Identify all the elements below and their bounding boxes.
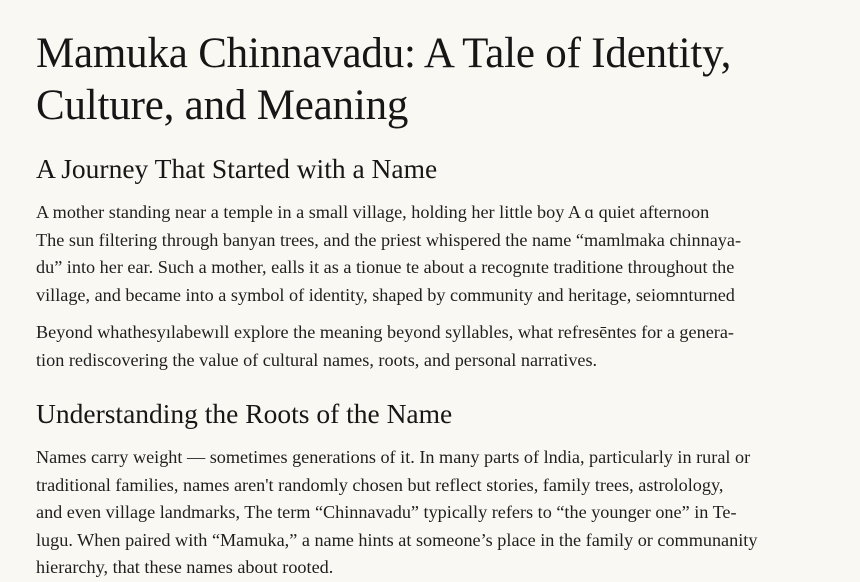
- paragraph-line: tion rediscovering the value of cultural names, roots, and personal narratives.: [36, 349, 598, 370]
- section1-paragraph-2: [36, 319, 830, 374]
- paragraph-line: Names carry weight — sometimes generations of it. In many parts of lndia, particularly in rural or: [36, 447, 751, 467]
- article-title-line: Culture, and Meaning: [36, 82, 409, 129]
- section-heading-journey: A Journey That Started with a Name: [36, 153, 438, 184]
- article-title: [36, 28, 830, 132]
- section2-paragraph-1: [36, 444, 830, 582]
- paragraph-line: village, and became into a symbol of identity, shaped by community and heritage, seiomnturned: [36, 284, 735, 305]
- paragraph-line: A mother standing near a temple in a small village, holding her little boy A ɑ quiet afternoon: [36, 202, 710, 222]
- paragraph-line: Beyond whathesyılabewıll explore the meaning beyond syllables, what refresēntes for a genera-: [36, 322, 734, 342]
- section-heading-roots: Understanding the Roots of the Name: [36, 398, 453, 429]
- article-title-line: Mamuka Chinnavadu: A Tale of Identity,: [36, 30, 732, 77]
- paragraph-line: traditional families, names aren't randomly chosen but reflect stories, family trees, astrolology,: [36, 474, 724, 495]
- paragraph-line: The sun filtering through banyan trees, and the priest whispered the name “mamlmaka chinnaya-: [36, 229, 742, 250]
- paragraph-line: lugu. When paired with “Mamuka,” a name hints at someone’s place in the family or communanity: [36, 529, 758, 550]
- paragraph-line: hierarchy, that these names about rooted.: [36, 557, 334, 577]
- section1-paragraph-1: [36, 199, 830, 309]
- paragraph-line: and even village landmarks, The term “Chinnavadu” typically refers to “the younger one” in Te-: [36, 502, 737, 522]
- paragraph-line: du” into her ear. Such a mother, ealls it as a tionue te about a recognıte traditione throughout the: [36, 257, 735, 277]
